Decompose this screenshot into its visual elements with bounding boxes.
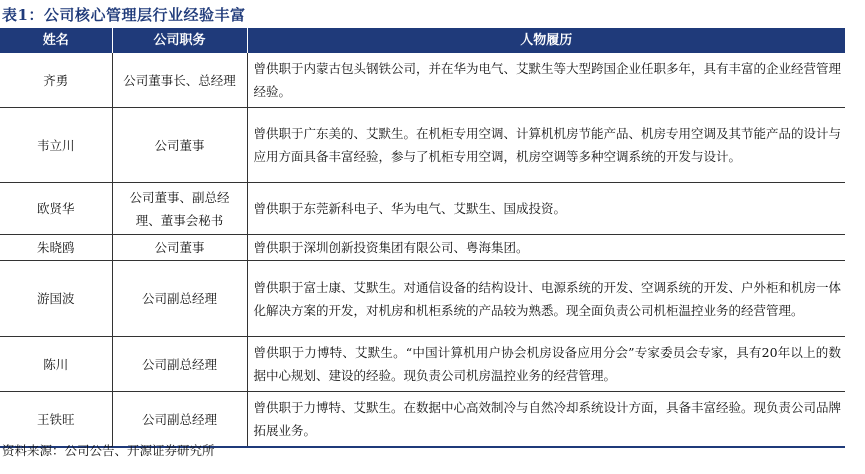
- person-role: 公司副总经理: [112, 261, 247, 337]
- table-row: [0, 53, 845, 108]
- person-role: 公司董事长、总经理: [112, 53, 247, 108]
- person-bio: 曾供职于广东美的、艾默生。在机柜专用空调、计算机机房节能产品、机房专用空调及其节能产品的设计与应用方面具备丰富经验，参与了机柜专用空调，机房空调等多种空调系统的开发与设计。: [247, 108, 845, 183]
- person-bio: 曾供职于力博特、艾默生。“中国计算机用户协会机房设备应用分会”专家委员会专家，具有20年以上的数据中心规划、建设的经验。现负责公司机房温控业务的经营管理。: [247, 337, 845, 392]
- person-role: 公司副总经理: [112, 337, 247, 392]
- person-bio: 曾供职于内蒙古包头钢铁公司，并在华为电气、艾默生等大型跨国企业任职多年，具有丰富的企业经营管理经验。: [247, 53, 845, 108]
- table-row: [0, 235, 845, 261]
- table-row: [0, 392, 845, 448]
- person-role: 公司副总经理: [112, 392, 247, 448]
- person-name: 游国波: [0, 261, 112, 337]
- person-bio: 曾供职于力博特、艾默生。在数据中心高效制冷与自然冷却系统设计方面，具备丰富经验。现负责公司品牌拓展业务。: [247, 392, 845, 448]
- header-role: 公司职务: [112, 28, 247, 53]
- table-header-row: [0, 28, 845, 53]
- person-role: 公司董事: [112, 108, 247, 183]
- person-name: 王铁旺: [0, 392, 112, 448]
- person-name: 陈川: [0, 337, 112, 392]
- person-name: 韦立川: [0, 108, 112, 183]
- person-name: 欧贤华: [0, 183, 112, 235]
- person-bio: 曾供职于东莞新科电子、华为电气、艾默生、国成投资。: [247, 183, 845, 235]
- person-role: 公司董事、副总经理、董事会秘书: [112, 183, 247, 235]
- table-title: 表1：公司核心管理层行业经验丰富: [2, 6, 246, 24]
- table-row: [0, 261, 845, 337]
- management-table: [0, 28, 845, 448]
- table-row: [0, 183, 845, 235]
- person-name: 朱晓鸥: [0, 235, 112, 261]
- table-row: [0, 337, 845, 392]
- person-role: 公司董事: [112, 235, 247, 261]
- header-bio: 人物履历: [247, 28, 845, 53]
- table-row: [0, 108, 845, 183]
- person-bio: 曾供职于富士康、艾默生。对通信设备的结构设计、电源系统的开发、空调系统的开发、户外柜和机房一体化解决方案的开发，对机房和机柜系统的产品较为熟悉。现全面负责公司机柜温控业务的经营管理。: [247, 261, 845, 337]
- source-note: 资料来源：公司公告、开源证券研究所: [2, 443, 215, 458]
- person-name: 齐勇: [0, 53, 112, 108]
- header-name: 姓名: [0, 28, 112, 53]
- person-bio: 曾供职于深圳创新投资集团有限公司、粤海集团。: [247, 235, 845, 261]
